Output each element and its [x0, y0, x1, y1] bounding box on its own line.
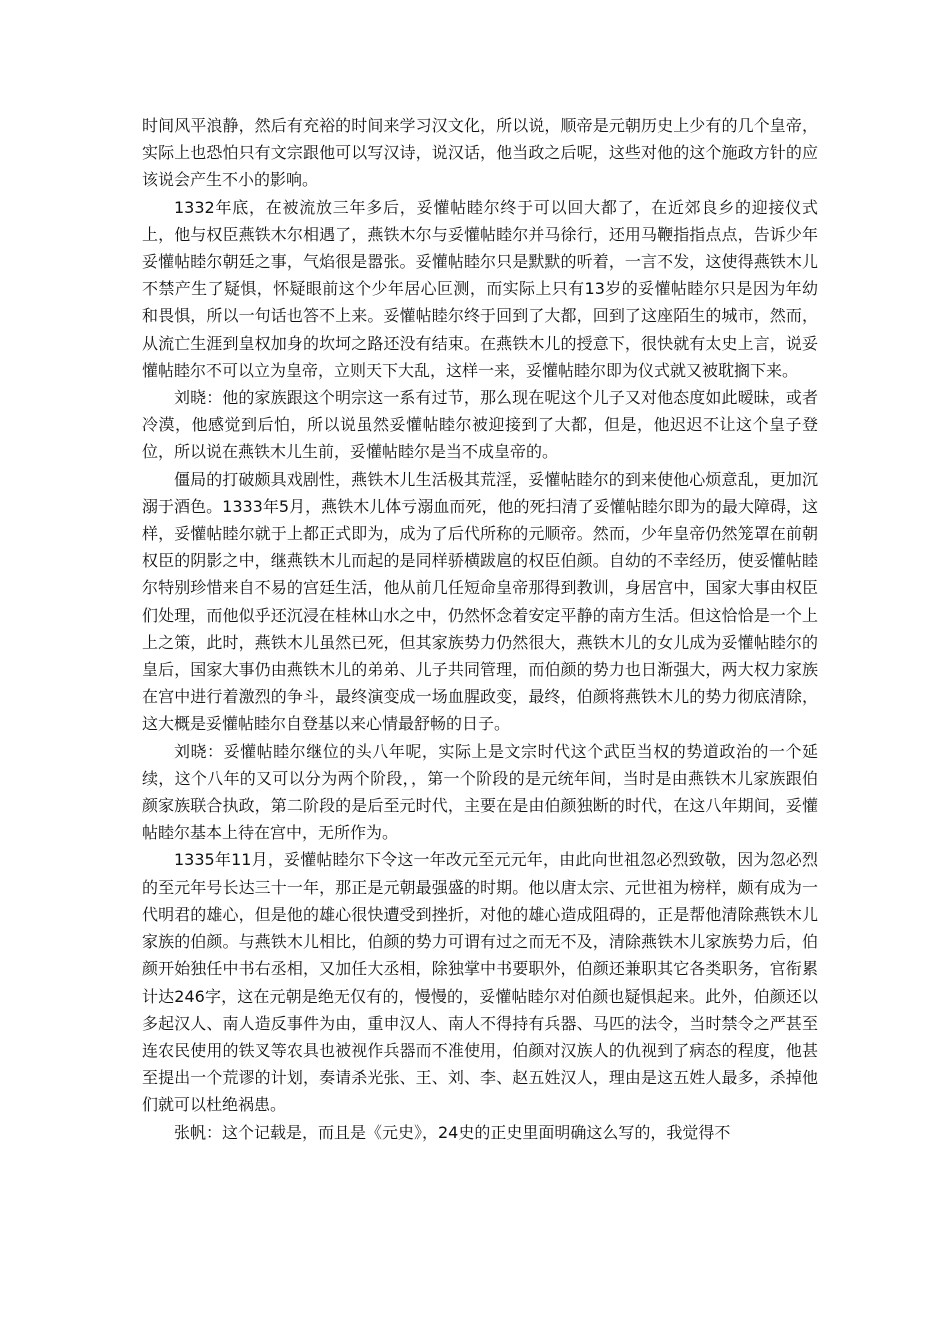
paragraph-6: 1335年11月，妥懽帖睦尔下令这一年改元至元元年，由此向世祖忽必烈致敬，因为忽必烈的至元年号长达三十一年，那正是元朝最强盛的时期。他以唐太宗、元世祖为榜样，颇有成为一代明君的雄心，但是他的雄心很快遭受到挫折，对他的雄心造成阻碍的，正是帮他清除燕铁木儿家族的伯颜。与燕铁木儿相比，伯颜的势力可谓有过之而无不及，清除燕铁木儿家族势力后，伯颜开始独任中书右丞相，又加任大丞相，除独掌中书要职外，伯颜还兼职其它各类职务，官衔累计达246字，这在元朝是绝无仅有的，慢慢的，妥懽帖睦尔对伯颜也疑惧起来。此外，伯颜还以多起汉人、南人造反事件为由，重申汉人、南人不得持有兵器、马匹的法令，当时禁令之严甚至连农民使用的铁叉等农具也被视作兵器而不准使用，伯颜对汉族人的仇视到了病态的程度，他甚至提出一个荒谬的计划，奏请杀光张、王、刘、李、赵五姓汉人，理由是这五姓人最多，杀掉他们就可以杜绝祸患。: [142, 850, 818, 1115]
paragraph-4: 僵局的打破颇具戏剧性，燕铁木儿生活极其荒淫，妥懽帖睦尔的到来使他心烦意乱，更加沉溺于酒色。1333年5月，燕铁木儿体亏溺血而死，他的死扫清了妥懽帖睦尔即为的最大障碍，这样，妥懽帖睦尔就于上都正式即为，成为了后代所称的元顺帝。然而，少年皇帝仍然笼罩在前朝权臣的阴影之中，继燕铁木儿而起的是同样骄横跋扈的权臣伯颜。自幼的不幸经历，使妥懽帖睦尔特别珍惜来自不易的宫廷生活，他从前几任短命皇帝那得到教训，身居宫中，国家大事由权臣们处理，而他似乎还沉浸在桂林山水之中，仍然怀念着安定平静的南方生活。但这恰恰是一个上上之策，此时，燕铁木儿虽然已死，但其家族势力仍然很大，燕铁木儿的女儿成为妥懽帖睦尔的皇后，国家大事仍由燕铁木儿的弟弟、儿子共同管理，而伯颜的势力也日渐强大，两大权力家族在宫中进行着激烈的争斗，最终演变成一场血腥政变，最终，伯颜将燕铁木儿的势力彻底清除，这大概是妥懽帖睦尔自登基以来心情最舒畅的日子。: [142, 469, 818, 734]
paragraph-1: 时间风平浪静，然后有充裕的时间来学习汉文化，所以说，顺帝是元朝历史上少有的几个皇帝，实际上也恐怕只有文宗跟他可以写汉诗，说汉话，他当政之后呢，这些对他的这个施政方针的应该说会产生不小的影响。: [142, 116, 818, 190]
paragraph-3: 刘晓：他的家族跟这个明宗这一系有过节，那么现在呢这个儿子又对他态度如此暧昧，或者冷漠，他感觉到后怕，所以说虽然妥懽帖睦尔被迎接到了大都，但是，他迟迟不让这个皇子登位，所以说在燕铁木儿生前，妥懽帖睦尔是当不成皇帝的。: [142, 388, 818, 462]
paragraph-7: 张帆：这个记载是，而且是《元史》，24史的正史里面明确这么写的，我觉得不: [174, 1122, 731, 1142]
paragraph-2: 1332年底，在被流放三年多后，妥懽帖睦尔终于可以回大都了，在近郊良乡的迎接仪式上，他与权臣燕铁木尔相遇了，燕铁木尔与妥懽帖睦尔并马徐行，还用马鞭指指点点，告诉少年妥懽帖睦尔朝廷之事，气焰很是嚣张。妥懽帖睦尔只是默默的听着，一言不发，这使得燕铁木儿不禁产生了疑惧，怀疑眼前这个少年居心叵测，而实际上只有13岁的妥懽帖睦尔只是因为年幼和畏惧，所以一句话也答不上来。妥懽帖睦尔终于回到了大都，回到了这座陌生的城市，然而，从流亡生涯到皇权加身的坎坷之路还没有结束。在燕铁木儿的授意下，很快就有太史上言，说妥懽帖睦尔不可以立为皇帝，立则天下大乱，这样一来，妥懽帖睦尔即为仪式就又被耽搁下来。: [142, 197, 818, 380]
paragraph-5: 刘晓：妥懽帖睦尔继位的头八年呢，实际上是文宗时代这个武臣当权的势道政治的一个延续，这个八年的又可以分为两个阶段，，第一个阶段的是元统年间，当时是由燕铁木儿家族跟伯颜家族联合执政，第二阶段的是后至元时代，主要在是由伯颜独断的时代，在这八年期间，妥懽帖睦尔基本上待在宫中，无所作为。: [142, 741, 818, 843]
document-page: [142, 112, 818, 1146]
